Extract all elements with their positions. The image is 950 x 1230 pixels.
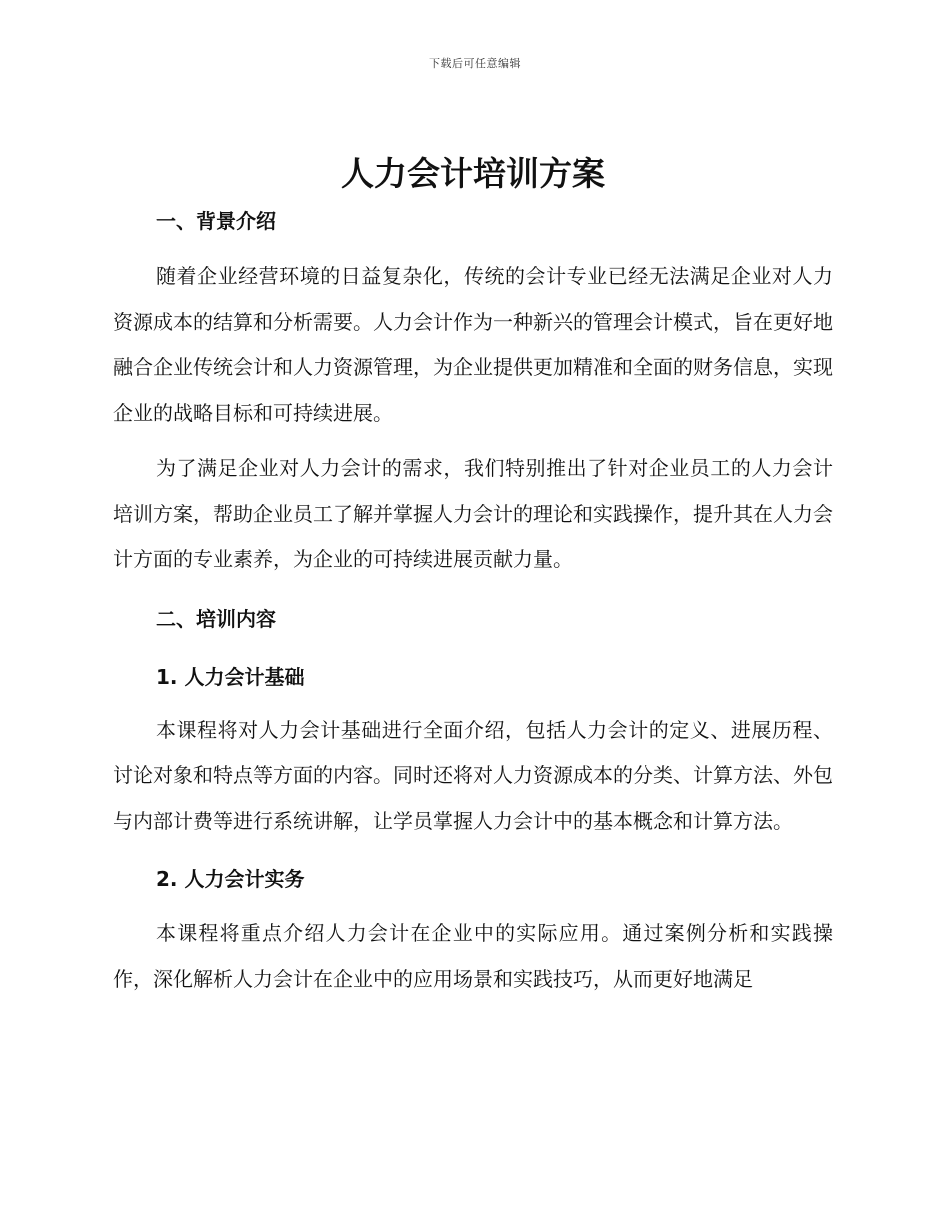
background-paragraph-2: 为了满足企业对人力会计的需求，我们特别推出了针对企业员工的人力会计培训方案，帮助企业员工了解并掌握人力会计的理论和实践操作，提升其在人力会计方面的专业素养，为企业的可持续进展贡献力量。 (113, 456, 833, 571)
section-heading-background: 一、背景介绍 (156, 209, 276, 233)
subsection-heading-practice: 2. 人力会计实务 (156, 867, 305, 891)
background-paragraph-1: 随着企业经营环境的日益复杂化，传统的会计专业已经无法满足企业对人力资源成本的结算和分析需要。人力会计作为一种新兴的管理会计模式，旨在更好地融合企业传统会计和人力资源管理，为企业提供更加精准和全面的财务信息，实现企业的战略目标和可持续进展。 (113, 264, 833, 425)
practice-paragraph: 本课程将重点介绍人力会计在企业中的实际应用。通过案例分析和实践操作，深化解析人力会计在企业中的应用场景和实践技巧，从而更好地满足 (113, 921, 833, 991)
document-body (113, 148, 833, 1002)
subsection-heading-basics: 1. 人力会计基础 (156, 664, 305, 689)
document-title: 人力会计培训方案 (341, 154, 605, 193)
basics-paragraph: 本课程将对人力会计基础进行全面介绍，包括人力会计的定义、进展历程、讨论对象和特点等方面的内容。同时还将对人力资源成本的分类、计算方法、外包与内部计费等进行系统讲解，让学员掌握人力会计中的基本概念和计算方法。 (113, 717, 833, 833)
page-header-note: 下载后可任意编辑 (429, 57, 521, 70)
section-heading-training-content: 二、培训内容 (156, 606, 276, 631)
